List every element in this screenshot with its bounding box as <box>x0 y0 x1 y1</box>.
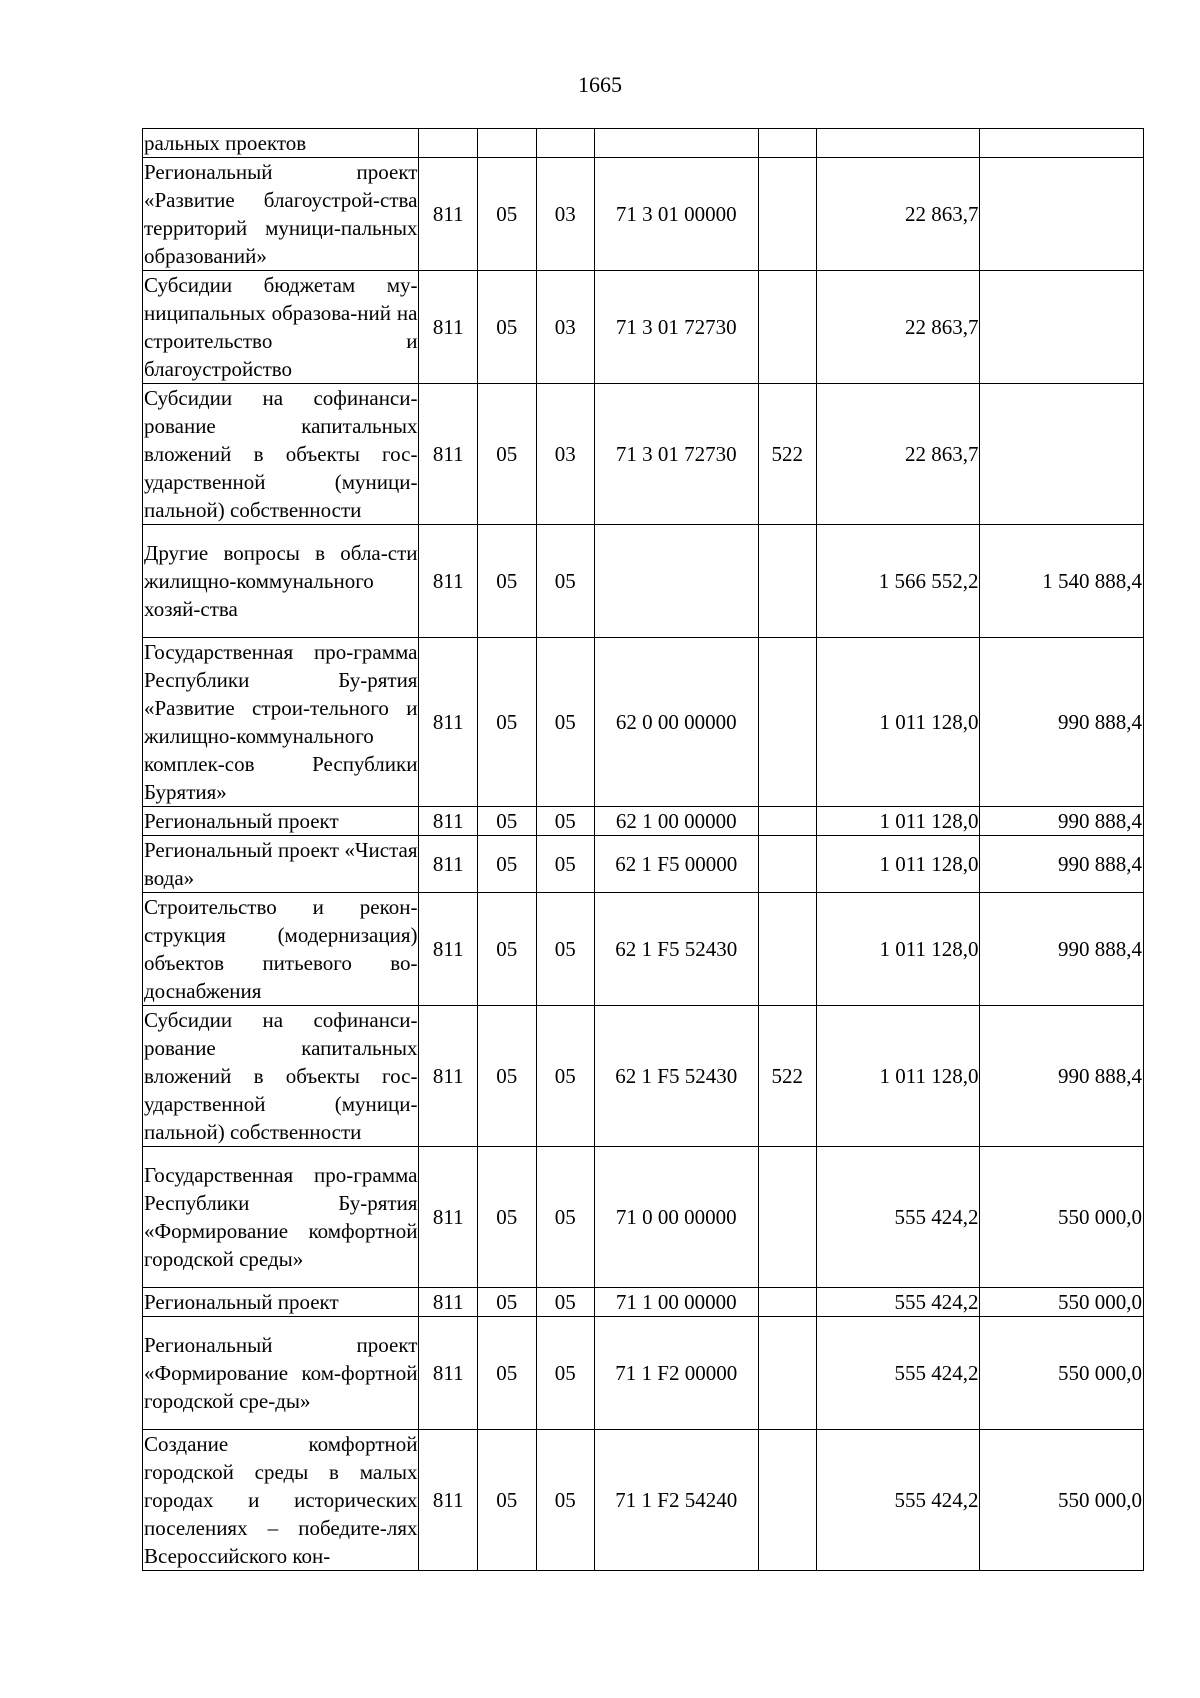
row-vr <box>758 638 817 807</box>
budget-table <box>142 128 1144 1571</box>
row-sum2: 550 000,0 <box>980 1288 1144 1317</box>
row-csr: 62 1 00 00000 <box>595 807 758 836</box>
row-sum1: 555 424,2 <box>817 1147 980 1288</box>
row-pr: 05 <box>536 525 595 638</box>
row-pr: 03 <box>536 271 595 384</box>
row-pr: 05 <box>536 893 595 1006</box>
row-pr: 03 <box>536 158 595 271</box>
row-rz <box>478 129 537 158</box>
row-rz: 05 <box>478 638 537 807</box>
table-row <box>143 1006 1144 1147</box>
row-vr <box>758 836 817 893</box>
row-rz: 05 <box>478 1430 537 1571</box>
row-csr: 71 1 F2 00000 <box>595 1317 758 1430</box>
row-name: Региональный проект «Чистая вода» <box>143 836 419 893</box>
row-sum2 <box>980 271 1144 384</box>
row-name: Субсидии на софинанси-рование капитальных вложений в объекты гос-ударственной (муници-пальной) собственности <box>143 384 419 525</box>
row-sum1: 555 424,2 <box>817 1430 980 1571</box>
row-sum2 <box>980 384 1144 525</box>
table-row <box>143 1147 1144 1288</box>
row-sum1: 1 011 128,0 <box>817 893 980 1006</box>
page-number: 1665 <box>578 72 622 97</box>
row-gr: 811 <box>419 1147 478 1288</box>
row-rz: 05 <box>478 384 537 525</box>
row-sum1: 1 566 552,2 <box>817 525 980 638</box>
table-row <box>143 158 1144 271</box>
row-csr: 71 3 01 72730 <box>595 271 758 384</box>
row-sum1: 1 011 128,0 <box>817 807 980 836</box>
row-sum2: 990 888,4 <box>980 638 1144 807</box>
row-vr <box>758 525 817 638</box>
budget-table-body <box>143 129 1144 1571</box>
row-sum2 <box>980 158 1144 271</box>
row-gr <box>419 129 478 158</box>
row-rz: 05 <box>478 807 537 836</box>
row-name: Строительство и рекон-струкция (модернизация) объектов питьевого во-доснабжения <box>143 893 419 1006</box>
row-pr: 05 <box>536 1147 595 1288</box>
row-vr: 522 <box>758 384 817 525</box>
row-vr <box>758 1288 817 1317</box>
table-row <box>143 893 1144 1006</box>
row-csr: 62 0 00 00000 <box>595 638 758 807</box>
row-vr <box>758 271 817 384</box>
row-sum1: 22 863,7 <box>817 158 980 271</box>
table-row <box>143 1288 1144 1317</box>
row-gr: 811 <box>419 1288 478 1317</box>
row-gr: 811 <box>419 158 478 271</box>
row-name: Региональный проект «Развитие благоустрой-ства территорий муници-пальных образований» <box>143 158 419 271</box>
row-gr: 811 <box>419 807 478 836</box>
row-rz: 05 <box>478 893 537 1006</box>
row-sum1: 1 011 128,0 <box>817 1006 980 1147</box>
row-sum2: 550 000,0 <box>980 1317 1144 1430</box>
row-sum1: 1 011 128,0 <box>817 638 980 807</box>
table-row <box>143 525 1144 638</box>
row-gr: 811 <box>419 893 478 1006</box>
row-vr: 522 <box>758 1006 817 1147</box>
table-row <box>143 271 1144 384</box>
row-sum1: 22 863,7 <box>817 384 980 525</box>
row-vr <box>758 158 817 271</box>
row-name: Государственная про-грамма Республики Бу-рятия «Формирование комфортной городской среды» <box>143 1147 419 1288</box>
row-vr <box>758 807 817 836</box>
row-pr: 05 <box>536 1288 595 1317</box>
table-row <box>143 807 1144 836</box>
row-name: Субсидии бюджетам му-ниципальных образова-ний на строительство и благоустройство <box>143 271 419 384</box>
table-row <box>143 384 1144 525</box>
row-name: Другие вопросы в обла-сти жилищно-коммунального хозяй-ства <box>143 525 419 638</box>
row-sum2: 550 000,0 <box>980 1430 1144 1571</box>
row-rz: 05 <box>478 1317 537 1430</box>
row-sum1: 555 424,2 <box>817 1317 980 1430</box>
row-csr: 62 1 F5 00000 <box>595 836 758 893</box>
row-csr: 62 1 F5 52430 <box>595 1006 758 1147</box>
row-vr <box>758 1147 817 1288</box>
row-vr <box>758 893 817 1006</box>
row-name: Субсидии на софинанси-рование капитальных вложений в объекты гос-ударственной (муници-пальной) собственности <box>143 1006 419 1147</box>
row-name: ральных проектов <box>143 129 419 158</box>
row-name: Региональный проект <box>143 1288 419 1317</box>
row-sum1: 22 863,7 <box>817 271 980 384</box>
row-pr: 05 <box>536 638 595 807</box>
row-pr: 05 <box>536 1317 595 1430</box>
row-sum1 <box>817 129 980 158</box>
row-rz: 05 <box>478 158 537 271</box>
row-name: Региональный проект «Формирование ком-фортной городской сре-ды» <box>143 1317 419 1430</box>
table-row <box>143 638 1144 807</box>
row-name: Создание комфортной городской среды в малых городах и исторических поселениях – победите-лях Всероссийского кон- <box>143 1430 419 1571</box>
row-csr: 71 1 F2 54240 <box>595 1430 758 1571</box>
row-vr <box>758 1317 817 1430</box>
row-pr: 05 <box>536 807 595 836</box>
table-row <box>143 1317 1144 1430</box>
row-sum2: 990 888,4 <box>980 807 1144 836</box>
row-sum2: 990 888,4 <box>980 836 1144 893</box>
row-csr <box>595 525 758 638</box>
table-row <box>143 1430 1144 1571</box>
row-rz: 05 <box>478 836 537 893</box>
row-gr: 811 <box>419 836 478 893</box>
row-rz: 05 <box>478 271 537 384</box>
row-sum2: 990 888,4 <box>980 1006 1144 1147</box>
row-gr: 811 <box>419 1317 478 1430</box>
row-pr: 05 <box>536 836 595 893</box>
row-sum2: 550 000,0 <box>980 1147 1144 1288</box>
row-csr: 71 1 00 00000 <box>595 1288 758 1317</box>
row-gr: 811 <box>419 1006 478 1147</box>
row-vr <box>758 1430 817 1571</box>
table-row <box>143 836 1144 893</box>
row-csr: 71 0 00 00000 <box>595 1147 758 1288</box>
row-name: Региональный проект <box>143 807 419 836</box>
row-sum2 <box>980 129 1144 158</box>
row-gr: 811 <box>419 1430 478 1571</box>
row-vr <box>758 129 817 158</box>
row-gr: 811 <box>419 271 478 384</box>
row-rz: 05 <box>478 525 537 638</box>
row-csr: 71 3 01 00000 <box>595 158 758 271</box>
row-rz: 05 <box>478 1006 537 1147</box>
row-rz: 05 <box>478 1288 537 1317</box>
row-pr: 05 <box>536 1430 595 1571</box>
row-rz: 05 <box>478 1147 537 1288</box>
row-gr: 811 <box>419 384 478 525</box>
row-sum1: 555 424,2 <box>817 1288 980 1317</box>
row-csr: 62 1 F5 52430 <box>595 893 758 1006</box>
row-pr: 03 <box>536 384 595 525</box>
row-gr: 811 <box>419 638 478 807</box>
row-sum2: 1 540 888,4 <box>980 525 1144 638</box>
table-row <box>143 129 1144 158</box>
row-csr: 71 3 01 72730 <box>595 384 758 525</box>
row-csr <box>595 129 758 158</box>
row-sum1: 1 011 128,0 <box>817 836 980 893</box>
row-pr <box>536 129 595 158</box>
row-name: Государственная про-грамма Республики Бу-рятия «Развитие строи-тельного и жилищно-коммунального комплек-сов Республики Бурятия» <box>143 638 419 807</box>
row-gr: 811 <box>419 525 478 638</box>
row-pr: 05 <box>536 1006 595 1147</box>
row-sum2: 990 888,4 <box>980 893 1144 1006</box>
